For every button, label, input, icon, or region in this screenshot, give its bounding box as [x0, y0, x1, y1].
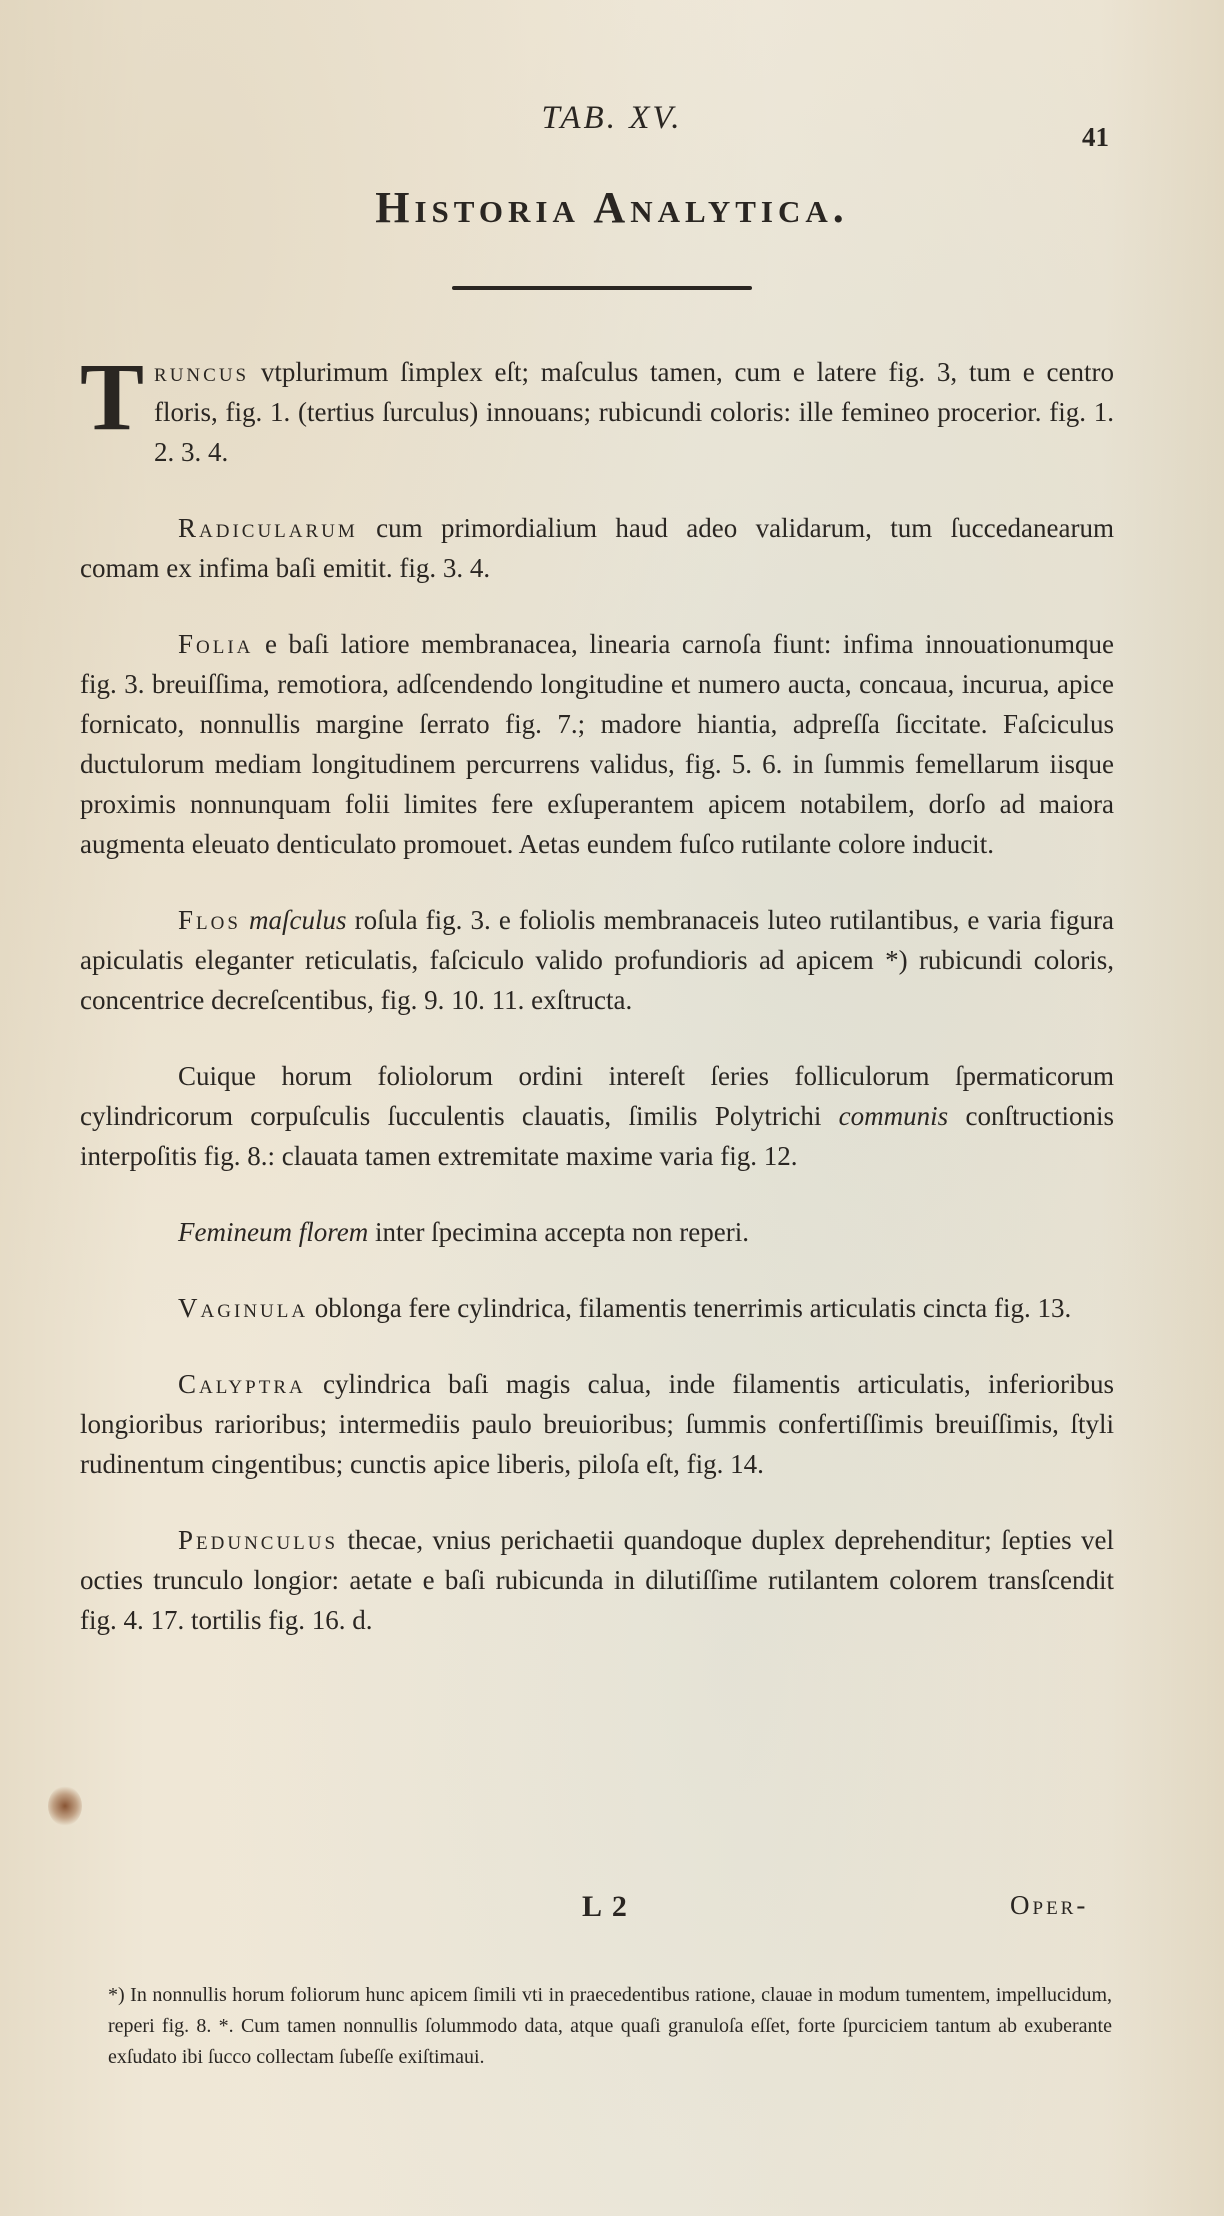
lead-word: Pedunculus: [178, 1525, 339, 1555]
paragraph-text: Cuique horum foliolorum ordini intereſt ſeries folliculorum ſpermaticorum cylindricorum corpuſculis ſucculentis clauatis, ſimilis Polytrichi: [80, 1061, 1114, 1131]
paragraph-text: cum primordialium haud adeo validarum, tum ſuccedanearum comam ex infima baſi emitit. fig. 3. 4.: [80, 513, 1114, 583]
lead-word: Folia: [178, 629, 254, 659]
paragraph-flos: [80, 900, 1114, 1020]
title-rule: [452, 286, 752, 290]
paragraph-pedunculus: [80, 1520, 1114, 1640]
paragraph-text: cylindrica baſi magis calua, inde filamentis articulatis, inferioribus longioribus rarioribus; intermediis paulo breuioribus; ſummis confertiſſimis breuiſſimis, ſtyli rudinentum cingentibus; cunctis apice liberis, piloſa eſt, fig. 14.: [80, 1369, 1114, 1479]
paragraph-text: roſula fig. 3. e foliolis membranaceis luteo rutilantibus, e varia figura apiculatis eleganter reticulatis, faſciculo valido profundioris ad apicem *) rubicundi coloris, concentrice decreſcentibus, fig. 9. 10. 11. exſtructa.: [80, 905, 1114, 1015]
running-head: TAB. XV.: [541, 100, 683, 136]
catchword: Oper-: [1010, 1890, 1089, 1920]
italic-text: communis: [821, 1101, 949, 1131]
italic-text: maſculus: [240, 905, 347, 935]
page-title: Historia Analytica.: [375, 183, 849, 232]
paragraph-radicularum: [80, 508, 1114, 588]
paragraph-text: inter ſpecimina accepta non reperi.: [368, 1217, 750, 1247]
body-text: [80, 343, 1114, 1676]
paragraph-truncus: [80, 343, 1114, 472]
italic-text: Femineum florem: [178, 1217, 369, 1247]
paragraph-folia: [80, 624, 1114, 864]
paragraph-calyptra: [80, 1364, 1114, 1484]
paragraph-cuique: [80, 1056, 1114, 1176]
signature-mark: L 2: [582, 1890, 629, 1923]
drop-cap: T: [80, 343, 145, 450]
lead-word: Calyptra: [178, 1369, 306, 1399]
lead-word: runcus: [154, 357, 250, 387]
paragraph-vaginula: [80, 1288, 1114, 1328]
lead-word: Flos: [178, 905, 241, 935]
page-number: 41: [1082, 122, 1109, 152]
age-stain: [48, 1786, 82, 1826]
paragraph-text: vtplurimum ſimplex eſt; maſculus tamen, cum e latere fig. 3, tum e centro floris, fig. 1. (tertius ſurculus) innouans; rubicundi coloris: ille femineo procerior. fig. 1. 2. 3. 4.: [154, 357, 1114, 467]
paragraph-text: oblonga fere cylindrica, filamentis tenerrimis articulatis cincta fig. 13.: [308, 1293, 1072, 1323]
paragraph-text-continued: conſtructionis interpoſitis fig. 8.: clauata tamen extremitate maxime varia fig. 12.: [80, 1101, 1114, 1171]
paragraph-femineum: [80, 1212, 1114, 1252]
lead-word: Radicularum: [178, 513, 358, 543]
lead-word: Vaginula: [178, 1293, 309, 1323]
paragraph-text: e baſi latiore membranacea, linearia carnoſa fiunt: infima innouationumque fig. 3. breuiſſima, remotiora, adſcendendo longitudine et numero aucta, concaua, incurua, apice fornicato, nonnullis margine ſerrato fig. 7.; madore hiantia, adpreſſa ſiccitate. Faſciculus ductulorum mediam longitudinem percurrens validus, fig. 5. 6. in ſummis femellarum iisque proximis nonnunquam folii limites fere exſuperantem apicem notabilem, dorſo ad maiora augmenta eleuato denticulato promouet. Aetas eundem fuſco rutilante colore inducit.: [80, 629, 1114, 859]
paragraph-text: thecae, vnius perichaetii quandoque duplex deprehenditur; ſepties vel octies trunculo longior: aetate e baſi rubicunda in dilutiſſime rutilantem colorem transſcendit fig. 4. 17. tortilis fig. 16. d.: [80, 1525, 1114, 1635]
footnote: *) In nonnullis horum foliorum hunc apicem ſimili vti in praecedentibus ratione, clauae in modum tumentem, impellucidum, reperi fig. 8. *. Cum tamen nonnullis ſolummodo data, atque quaſi granuloſa eſſet, forte ſpurciciem tantum ab exuberante exſudato ibi ſucco collectam ſubeſſe exiſtimaui.: [108, 1984, 1112, 2068]
